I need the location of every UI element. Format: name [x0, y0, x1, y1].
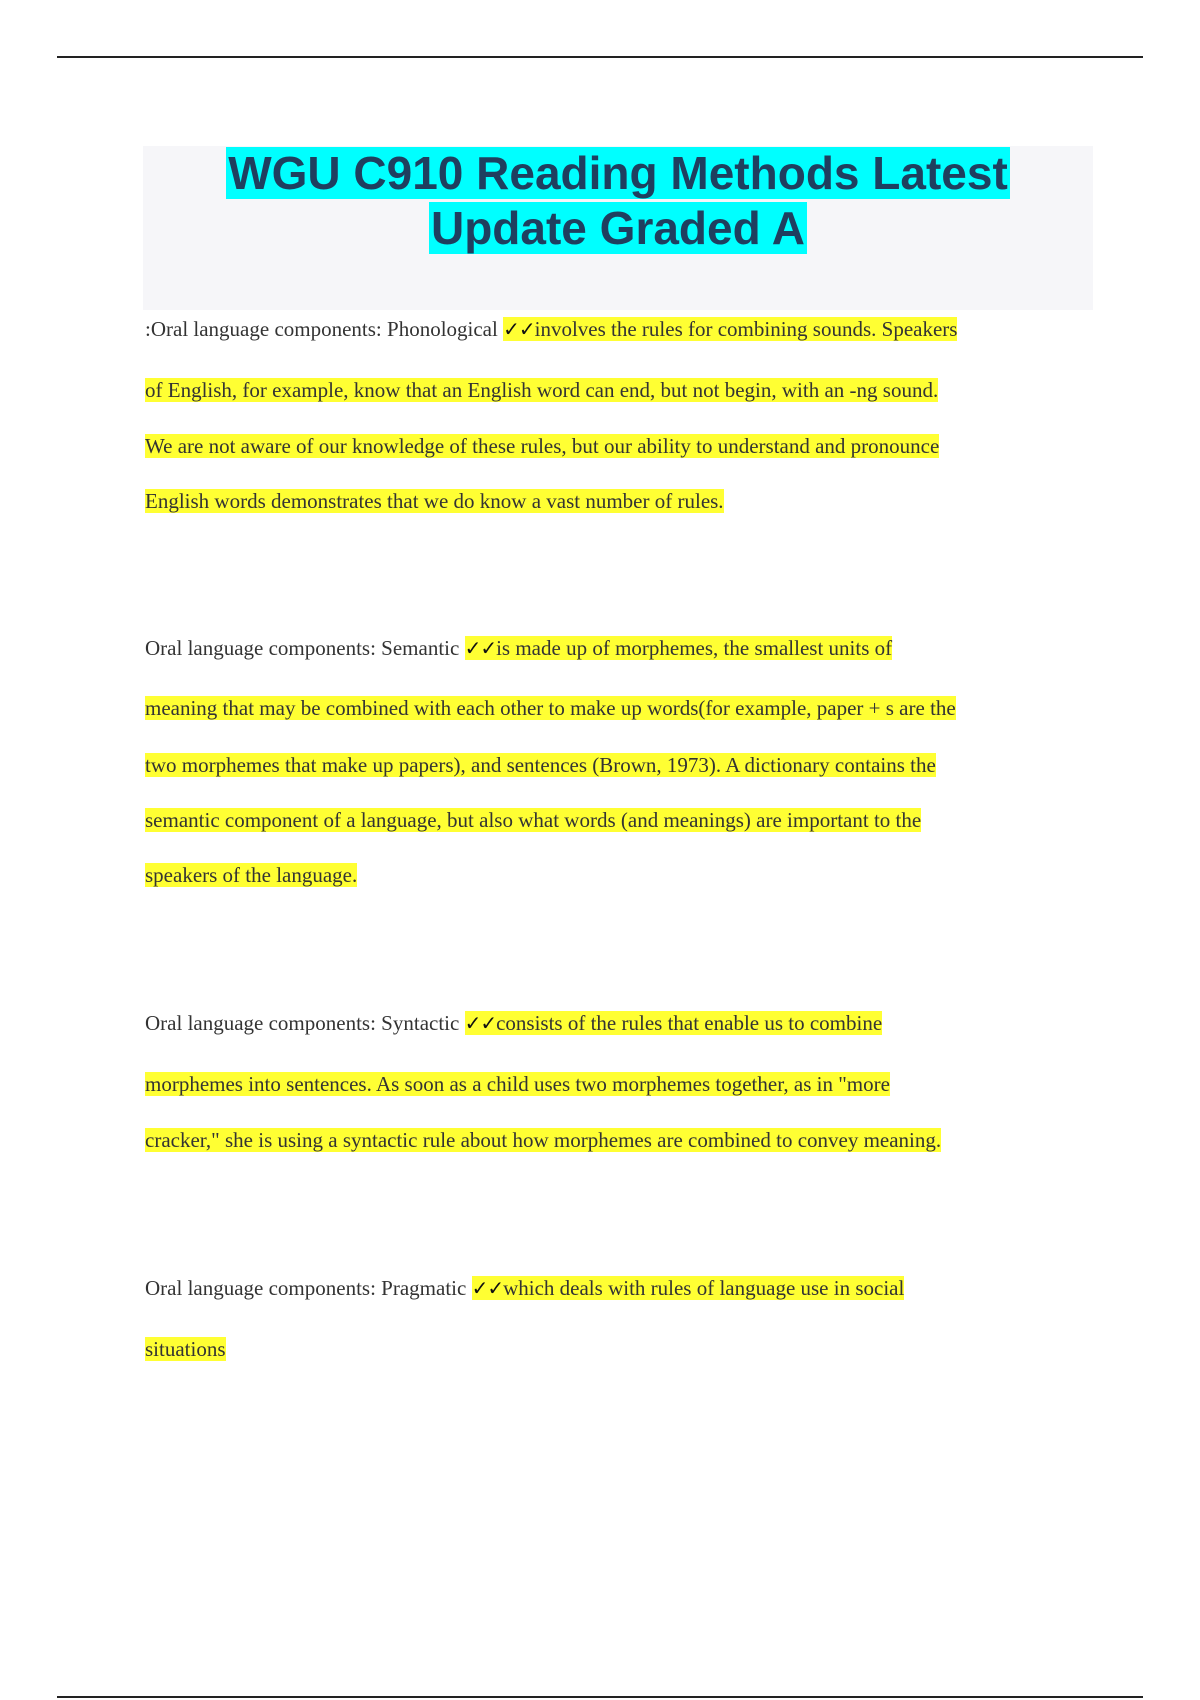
double-check-icon: ✓✓ [471, 1276, 504, 1300]
answer-text: English words demonstrates that we do know a vast number of rules. [145, 489, 724, 513]
entry-line [145, 751, 936, 779]
answer-highlight [503, 317, 957, 341]
answer-text: semantic component of a language, but also what words (and meanings) are important to the [145, 808, 922, 832]
answer-text: situations [145, 1337, 226, 1361]
answer-text: speakers of the language. [145, 863, 358, 887]
entry-line [145, 376, 938, 404]
document-title [143, 146, 1093, 256]
answer-highlight [472, 1276, 905, 1300]
answer-text: consists of the rules that enable us to combine [496, 1011, 883, 1035]
entry-line [145, 1335, 226, 1363]
answer-text: morphemes into sentences. As soon as a child uses two morphemes together, as in "more [145, 1072, 890, 1096]
answer-text: cracker," she is using a syntactic rule about how morphemes are combined to convey meaning. [145, 1128, 942, 1152]
entry-term: Oral language components: Syntactic [145, 1011, 465, 1035]
entry-term: Oral language components: Pragmatic [145, 1276, 472, 1300]
answer-text: is made up of morphemes, the smallest units of [496, 636, 893, 660]
entry-line [145, 806, 921, 834]
entry-line [145, 861, 357, 889]
double-check-icon: ✓✓ [464, 636, 497, 660]
answer-text: We are not aware of our knowledge of these rules, but our ability to understand and pronounce [145, 434, 940, 458]
entry-line [145, 432, 939, 460]
top-rule [57, 56, 1143, 58]
answer-text: which deals with rules of language use in social [503, 1276, 905, 1300]
entry-line [145, 1070, 890, 1098]
bottom-rule [57, 1696, 1143, 1698]
entry-term: :Oral language components: Phonological [145, 317, 504, 341]
entry-line [145, 315, 957, 343]
answer-highlight [465, 1011, 883, 1035]
answer-text: involves the rules for combining sounds. Speakers [534, 317, 958, 341]
answer-text: two morphemes that make up papers), and sentences (Brown, 1973). A dictionary contains the [145, 753, 936, 777]
entry-line [145, 1274, 904, 1302]
entry-line [145, 1126, 941, 1154]
double-check-icon: ✓✓ [503, 317, 535, 341]
answer-highlight [465, 636, 893, 660]
entry-line [145, 694, 956, 722]
entry-term: Oral language components: Semantic [145, 636, 465, 660]
answer-text: of English, for example, know that an English word can end, but not begin, with an -ng sound. [145, 378, 939, 402]
entry-line [145, 634, 892, 662]
answer-text: meaning that may be combined with each other to make up words(for example, paper + s are the [145, 696, 956, 720]
entry-line [145, 487, 724, 515]
title-line-2: Update Graded A [430, 202, 806, 254]
double-check-icon: ✓✓ [464, 1011, 497, 1035]
entry-line [145, 1009, 882, 1037]
title-line-1: WGU C910 Reading Methods Latest [228, 147, 1008, 199]
title-block [143, 146, 1093, 310]
